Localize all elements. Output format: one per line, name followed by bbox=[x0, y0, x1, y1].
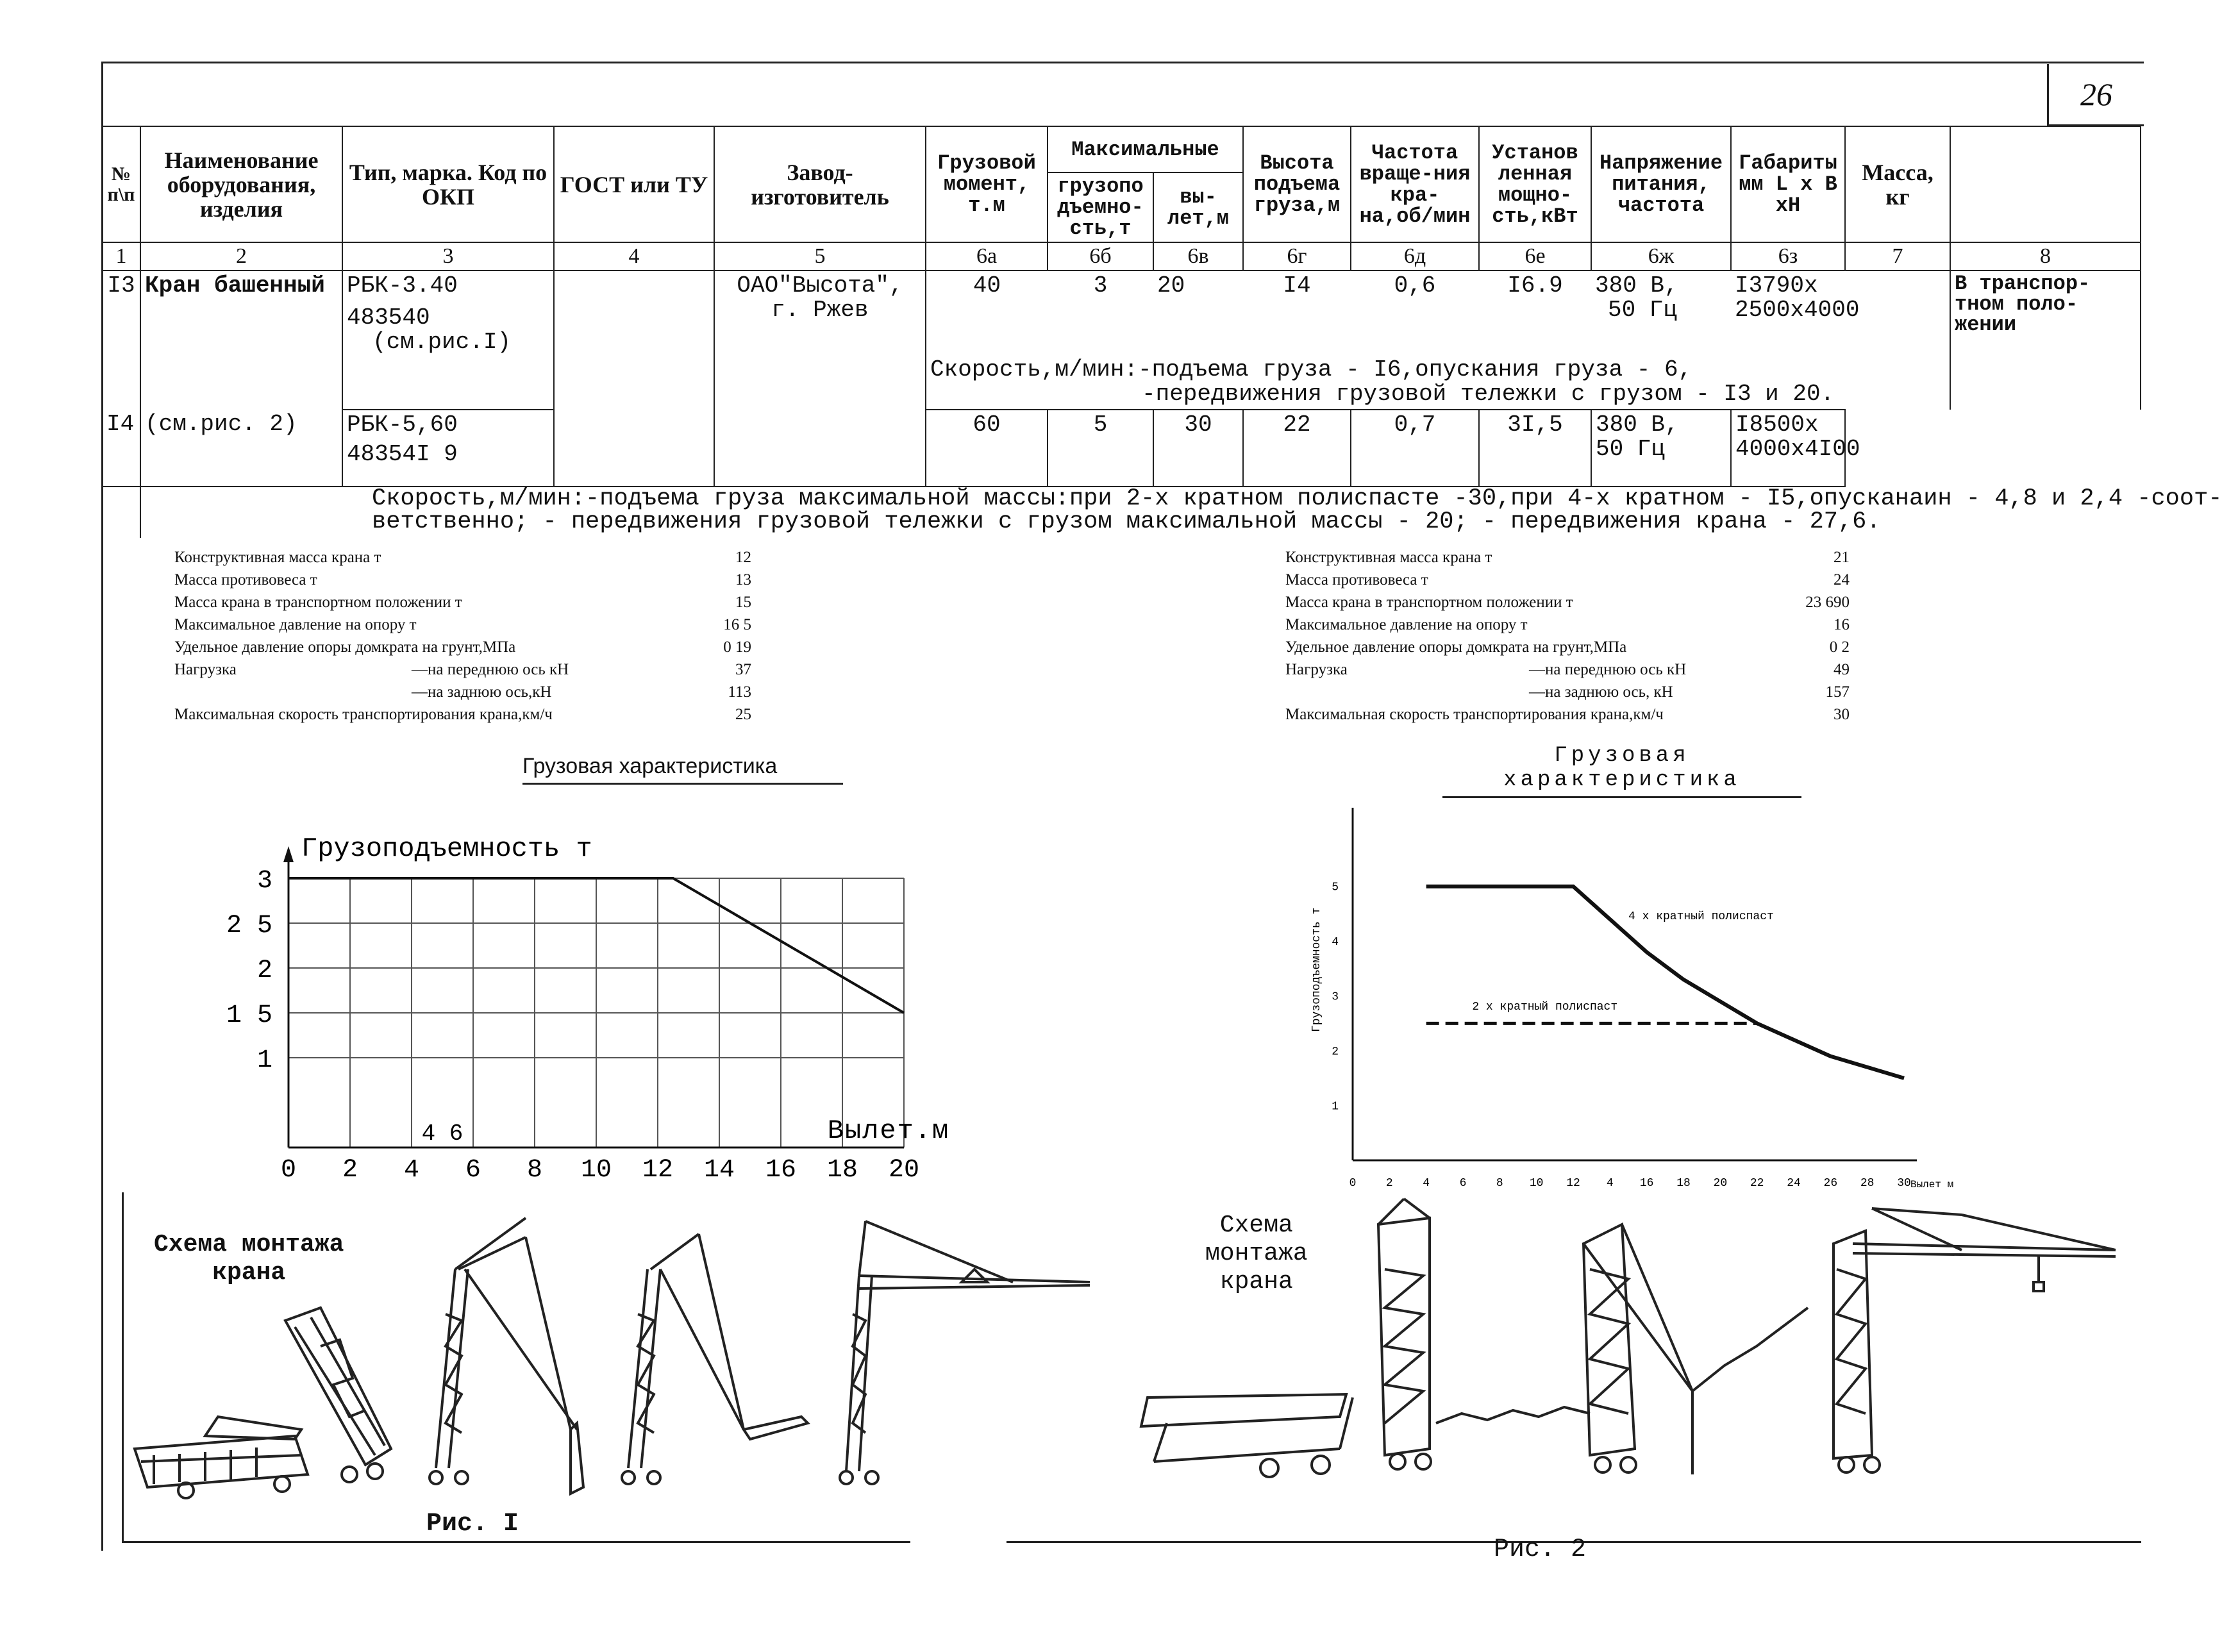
colnum-1: 1 bbox=[102, 242, 140, 271]
x-tick-label: 18 bbox=[826, 1156, 858, 1185]
header-height: Высота подъема груза,м bbox=[1243, 126, 1351, 242]
crane2-transport-stage bbox=[1141, 1394, 1353, 1477]
param-value: 23 690 bbox=[1805, 594, 1850, 611]
y-tick-label: 4 bbox=[1332, 936, 1339, 949]
crane2-final-stage bbox=[1834, 1208, 2116, 1473]
crane-transport-stage bbox=[135, 1417, 308, 1498]
row14-power: 3I,5 bbox=[1479, 410, 1591, 487]
x-tick-label: 10 bbox=[1529, 1177, 1544, 1190]
bottom-rule-left bbox=[122, 1541, 910, 1543]
colnum-4: 4 bbox=[554, 242, 714, 271]
param-label: Нагрузка bbox=[1285, 661, 1348, 678]
param-label: Конструктивная масса крана т bbox=[174, 549, 381, 566]
x-tick-label: 14 bbox=[703, 1156, 735, 1185]
column-number-row bbox=[102, 242, 2141, 271]
scheme-right-label-line1: Схема bbox=[1219, 1212, 1293, 1239]
param-value: 37 bbox=[735, 661, 751, 678]
x-tick-label: 30 bbox=[1897, 1177, 1911, 1190]
param-label: Удельное давление опоры домкрата на грунт,МПа bbox=[174, 638, 516, 656]
scheme-right-drawing bbox=[1128, 1205, 2167, 1539]
param-value: 0 19 bbox=[723, 638, 751, 656]
row13-speed-line2: -передвижения грузовой тележки с грузом - I3 и 20. bbox=[1142, 381, 1835, 407]
crane-stage-4 bbox=[622, 1234, 808, 1484]
header-mass: Масса, кг bbox=[1845, 126, 1950, 242]
header-power: Установ ленная мощно-сть,кВт bbox=[1479, 126, 1591, 242]
row14-type-line2: 48354I 9 bbox=[347, 441, 458, 467]
x-tick-label: 10 bbox=[580, 1156, 612, 1185]
param-value: 24 bbox=[1834, 571, 1850, 588]
row13-dims-line1: I3790х bbox=[1735, 272, 1818, 299]
row14-height: 22 bbox=[1243, 410, 1351, 487]
header-rotation: Частота враще-ния кра-на,об/мин bbox=[1351, 126, 1479, 242]
param-row bbox=[174, 591, 783, 613]
row13-type-line2: 483540 bbox=[347, 305, 430, 331]
row13-dims bbox=[1731, 271, 1860, 353]
param-row bbox=[174, 569, 783, 591]
x-tick-label: 8 bbox=[1496, 1177, 1503, 1190]
header-num: № п\п bbox=[102, 126, 140, 242]
param-value: 49 bbox=[1834, 661, 1850, 678]
param-value: 16 5 bbox=[723, 616, 751, 633]
param-label: Масса крана в транспортном положении т bbox=[1285, 594, 1573, 611]
y-axis-label: Грузоподъемность т bbox=[1310, 907, 1323, 1032]
params-left bbox=[174, 546, 783, 738]
left-margin-line bbox=[122, 1192, 124, 1542]
row14-dims bbox=[1731, 410, 1860, 487]
row13-gost bbox=[554, 271, 714, 410]
x-tick-label: 6 bbox=[1459, 1177, 1467, 1190]
y-tick-label: 1 5 bbox=[226, 1001, 272, 1030]
colnum-2: 2 bbox=[140, 242, 342, 271]
x-tick-label: 16 bbox=[765, 1156, 797, 1185]
param-value: 13 bbox=[735, 571, 751, 588]
row14-name: (см.рис. 2) bbox=[140, 410, 342, 487]
row14-speed-line2: ветственно; - передвижения грузовой тележки с грузом максимальной массы - 20; - передвижения крана - 27,6. bbox=[372, 508, 1881, 535]
row13-dims-line2: 2500х4000 bbox=[1735, 297, 1860, 323]
header-row-1 bbox=[102, 126, 2141, 172]
param-row bbox=[174, 613, 783, 636]
page-number: 26 bbox=[2047, 64, 2144, 126]
param-label: Конструктивная масса крана т bbox=[1285, 549, 1492, 566]
param-sublabel: —на переднюю ось кН bbox=[412, 661, 569, 678]
x-tick-label: 2 bbox=[342, 1156, 358, 1185]
param-value: 30 bbox=[1834, 706, 1850, 723]
params-right bbox=[1285, 546, 1888, 738]
chart-right bbox=[1295, 801, 1954, 1199]
crane-final-stage bbox=[840, 1221, 1090, 1484]
x-tick-label: 16 bbox=[1639, 1177, 1654, 1190]
param-label: Масса крана в транспортном положении т bbox=[174, 594, 462, 611]
chart-left bbox=[212, 821, 981, 1205]
y-tick-label: 1 bbox=[256, 1046, 272, 1075]
row13-num: I3 bbox=[102, 271, 140, 410]
header-note bbox=[1950, 126, 2141, 242]
x-tick-label: 4 bbox=[403, 1156, 420, 1185]
row14-empty-7 bbox=[1845, 410, 1950, 487]
param-row bbox=[174, 658, 783, 681]
row14-rotation: 0,7 bbox=[1351, 410, 1479, 487]
figure-1-caption: Рис. I bbox=[426, 1510, 519, 1539]
spec-table bbox=[101, 126, 2141, 538]
row13-maker bbox=[714, 271, 926, 410]
chart-left-title: Грузовая характеристика bbox=[522, 754, 843, 785]
x-tick-label: 20 bbox=[888, 1156, 920, 1185]
chart-right-title: Грузовая характеристика bbox=[1442, 744, 1801, 798]
header-capacity: грузопо дъемно-сть,т bbox=[1048, 172, 1153, 242]
param-value: 25 bbox=[735, 706, 751, 723]
colnum-7: 7 bbox=[1845, 242, 1950, 271]
param-value: 157 bbox=[1825, 683, 1850, 701]
x-tick-label: 22 bbox=[1750, 1177, 1764, 1190]
crane2-raising-stage bbox=[1378, 1199, 1590, 1469]
param-row bbox=[1285, 636, 1888, 658]
crane-stage-3 bbox=[430, 1218, 583, 1494]
param-row bbox=[174, 636, 783, 658]
colnum-6e: 6е bbox=[1479, 242, 1591, 271]
row13-speed-line1: Скорость,м/мин:-подъема груза - I6,опускания груза - 6, bbox=[930, 356, 1692, 383]
header-moment: Грузовой момент, т.м bbox=[926, 126, 1048, 242]
row14-moment: 60 bbox=[926, 410, 1048, 487]
row13-maker-line1: ОАО"Высота", bbox=[737, 272, 903, 299]
param-row bbox=[174, 681, 783, 703]
x-tick-label: 0 bbox=[280, 1156, 297, 1185]
row14-speed-pad-2 bbox=[140, 487, 342, 538]
param-row bbox=[1285, 681, 1888, 703]
param-value: 15 bbox=[735, 594, 751, 611]
param-label: Нагрузка bbox=[174, 661, 237, 678]
param-label: Максимальная скорость транспортирования крана,км/ч bbox=[174, 706, 553, 723]
row13-maker-line2: г. Ржев bbox=[771, 297, 869, 323]
crane2-stage-3 bbox=[1583, 1224, 1808, 1474]
x-tick-label: 24 bbox=[1787, 1177, 1801, 1190]
row14-speed-line1: Скорость,м/мин:-подъема груза максимальной массы:при 2-х кратном полиспасте -30,при 4-х кратном - I5,опусканаин - 4,8 и 2,4 -соот- bbox=[372, 485, 2222, 512]
x-tick-label: 18 bbox=[1676, 1177, 1691, 1190]
extra-label: 4 6 bbox=[421, 1121, 464, 1147]
row14-reach: 30 bbox=[1153, 410, 1243, 487]
row13-mass bbox=[1845, 271, 1950, 353]
param-value: 21 bbox=[1834, 549, 1850, 566]
colnum-6d: 6д bbox=[1351, 242, 1479, 271]
x-tick-label: 28 bbox=[1860, 1177, 1875, 1190]
x-tick-label: 4 bbox=[1606, 1177, 1614, 1190]
row14-voltage bbox=[1591, 410, 1731, 487]
row13-power: I6.9 bbox=[1507, 272, 1563, 299]
row14-capacity: 5 bbox=[1048, 410, 1153, 487]
x-tick-label: 0 bbox=[1349, 1177, 1357, 1190]
y-axis-label: Грузоподъемность т bbox=[301, 833, 592, 864]
param-row bbox=[1285, 569, 1888, 591]
row13-voltage bbox=[1591, 271, 1731, 353]
row14-maker bbox=[714, 410, 926, 487]
header-max-group: Максимальные bbox=[1048, 126, 1243, 172]
scheme-left-label-line1: Схема монтажа bbox=[154, 1231, 344, 1258]
scheme-right-label-line3: крана bbox=[1219, 1268, 1293, 1296]
param-value: 113 bbox=[728, 683, 751, 701]
x-tick-label: 6 bbox=[465, 1156, 481, 1185]
param-row bbox=[1285, 546, 1888, 569]
row13-height: I4 bbox=[1283, 272, 1311, 299]
y-tick-label: 1 bbox=[1332, 1100, 1339, 1114]
param-label: Масса противовеса т bbox=[174, 571, 317, 588]
y-tick-label: 2 5 bbox=[226, 912, 272, 940]
row13-type-line3: (см.рис.I) bbox=[372, 329, 512, 355]
param-label: Максимальная скорость транспортирования крана,км/ч bbox=[1285, 706, 1664, 723]
param-row bbox=[1285, 658, 1888, 681]
param-sublabel: —на переднюю ось кН bbox=[1529, 661, 1687, 678]
param-value: 0 2 bbox=[1829, 638, 1850, 656]
x-tick-label: 4 bbox=[1423, 1177, 1430, 1190]
y-tick-label: 3 bbox=[256, 867, 272, 896]
row14-empty-8 bbox=[1950, 410, 2141, 487]
y-tick-label: 5 bbox=[1332, 881, 1339, 894]
row13-type bbox=[342, 271, 554, 410]
row13-moment: 40 bbox=[926, 271, 1048, 353]
x-tick-label: 8 bbox=[526, 1156, 543, 1185]
row13-name: Кран башенный bbox=[140, 271, 342, 410]
x-axis-label: Вылет.м bbox=[827, 1115, 950, 1146]
colnum-6a: 6а bbox=[926, 242, 1048, 271]
row13-speed bbox=[926, 353, 1950, 410]
series-2x-label: 2 х кратный полиспаст bbox=[1472, 1001, 1618, 1014]
colnum-5: 5 bbox=[714, 242, 926, 271]
param-row bbox=[174, 703, 783, 726]
param-sublabel: —на заднюю ось, кН bbox=[1529, 683, 1673, 701]
row13-voltage-line2: 50 Гц bbox=[1608, 297, 1678, 323]
param-row bbox=[174, 546, 783, 569]
table-row bbox=[102, 410, 2141, 487]
param-row bbox=[1285, 613, 1888, 636]
scheme-right-label-line2: монтажа bbox=[1205, 1240, 1308, 1267]
row13-type-line1: РБК-3.40 bbox=[347, 272, 458, 299]
header-dims: Габариты мм L х В хН bbox=[1731, 126, 1845, 242]
x-tick-label: 26 bbox=[1823, 1177, 1838, 1190]
row14-dims-line2: 4000х4I00 bbox=[1735, 436, 1860, 462]
x-tick-label: 20 bbox=[1713, 1177, 1728, 1190]
param-label: Максимальное давление на опору т bbox=[174, 616, 417, 633]
row13-capacity: 3 bbox=[1093, 272, 1108, 299]
row14-voltage-line2: 50 Гц bbox=[1596, 436, 1666, 462]
colnum-6z: 6з bbox=[1731, 242, 1845, 271]
colnum-6zh: 6ж bbox=[1591, 242, 1731, 271]
header-maker: Завод-изготовитель bbox=[714, 126, 926, 242]
colnum-6g: 6г bbox=[1243, 242, 1351, 271]
header-type: Тип, марка. Код по ОКП bbox=[342, 126, 554, 242]
series-4x-label: 4 х кратный полиспаст bbox=[1628, 910, 1774, 923]
row13-voltage-line1: 380 В, bbox=[1595, 272, 1678, 299]
colnum-3: 3 bbox=[342, 242, 554, 271]
param-label: Масса противовеса т bbox=[1285, 571, 1428, 588]
row14-voltage-line1: 380 В, bbox=[1596, 412, 1679, 438]
x-tick-label: 12 bbox=[1566, 1177, 1580, 1190]
table-row bbox=[102, 271, 2141, 353]
param-value: 16 bbox=[1834, 616, 1850, 633]
scheme-left-label-line2: крана bbox=[212, 1259, 286, 1287]
y-tick-label: 2 bbox=[256, 956, 272, 985]
colnum-6b: 6б bbox=[1048, 242, 1153, 271]
y-tick-label: 3 bbox=[1332, 990, 1339, 1004]
row14-dims-line1: I8500х bbox=[1735, 412, 1819, 438]
row13-reach: 20 bbox=[1157, 272, 1185, 299]
row13-note: В транспор-тном поло-жении bbox=[1950, 271, 2141, 410]
row14-num: I4 bbox=[102, 410, 140, 487]
row14-type bbox=[342, 410, 554, 487]
header-name: Наименование оборудования, изделия bbox=[140, 126, 342, 242]
row14-type-line1: РБК-5,60 bbox=[347, 412, 458, 438]
param-row bbox=[1285, 591, 1888, 613]
figure-2-caption: Рис. 2 bbox=[1494, 1535, 1587, 1564]
scheme-left-drawing bbox=[128, 1218, 1103, 1513]
x-tick-label: 2 bbox=[1385, 1177, 1393, 1190]
header-reach: вы-лет,м bbox=[1153, 172, 1243, 242]
y-tick-label: 2 bbox=[1332, 1046, 1339, 1059]
param-label: Максимальное давление на опору т bbox=[1285, 616, 1528, 633]
row14-speed bbox=[372, 487, 2222, 533]
y-axis-arrow bbox=[283, 846, 294, 862]
param-sublabel: —на заднюю ось,кН bbox=[412, 683, 552, 701]
colnum-6v: 6в bbox=[1153, 242, 1243, 271]
param-row bbox=[1285, 703, 1888, 726]
header-voltage: Напряжение питания, частота bbox=[1591, 126, 1731, 242]
param-label: Удельное давление опоры домкрата на грунт,МПа bbox=[1285, 638, 1627, 656]
row14-gost bbox=[554, 410, 714, 487]
header-gost: ГОСТ или ТУ bbox=[554, 126, 714, 242]
colnum-8: 8 bbox=[1950, 242, 2141, 271]
x-tick-label: 12 bbox=[642, 1156, 674, 1185]
row14-speed-pad-1 bbox=[102, 487, 140, 538]
x-axis-label: Вылет м bbox=[1910, 1179, 1954, 1190]
row13-rotation: 0,6 bbox=[1394, 272, 1436, 299]
param-value: 12 bbox=[735, 549, 751, 566]
